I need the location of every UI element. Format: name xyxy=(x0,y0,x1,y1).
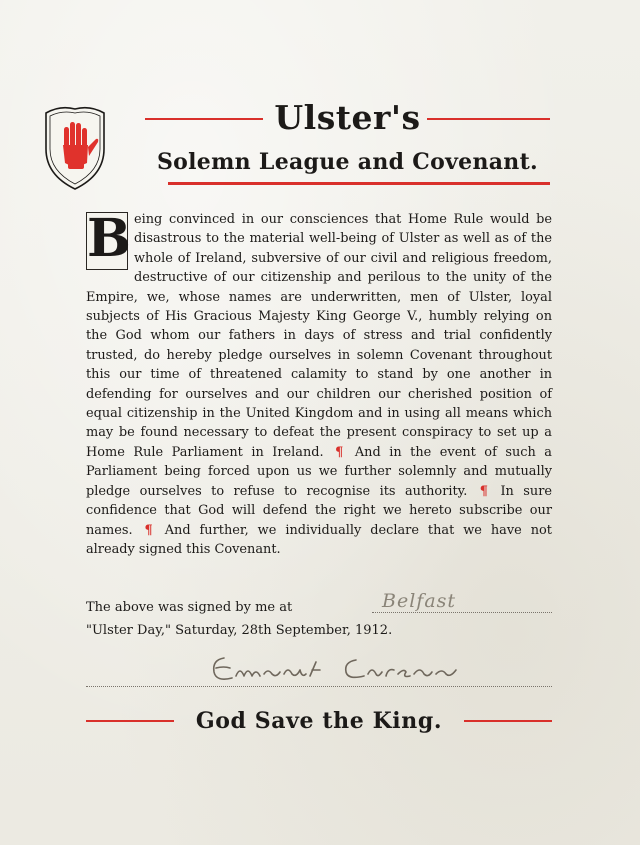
red-hand-shield-icon xyxy=(42,103,108,191)
god-save-the-king: God Save the King. xyxy=(195,708,443,734)
signature-rule xyxy=(86,686,552,688)
paragraph-1: eing convinced in our consciences that Home Rule would be disastrous to the material well-being of Ulster as well as of the whole of Ireland, subversive of our civil and religious freedom, destructive of our citizenship and perilous to the unity of the Empire, we, whose names are underwritten, men of Ulster, loyal subjects of His Gracious Majesty King George V., humbly relying on the God whom our fathers in days of stress and trial confidently trusted, do hereby pledge ourselves in solemn Covenant throughout this our time of threatened calamity to stand by one another in defending for ourselves and our children our cherished position of equal citizenship in the United Kingdom and in using all means which may be found necessary to defeat the present conspiracy to set up a Home Rule Parliament in Ireland. xyxy=(86,212,552,460)
footer xyxy=(86,703,552,739)
pilcrow-1: ¶ xyxy=(335,444,344,460)
paragraph-4: And further, we individually declare that we have not already signed this Covenant. xyxy=(86,522,552,557)
signature xyxy=(206,648,476,688)
pilcrow-3: ¶ xyxy=(144,522,153,538)
paragraph-2: And in the event of such a Parliament being forced upon us we further solemnly and mutually pledge ourselves to refuse to recognise its authority. xyxy=(86,444,552,499)
ulster-day-date: "Ulster Day," Saturday, 28th September, 1912. xyxy=(86,623,393,638)
paragraph-3: In sure confidence that God will defend the right we hereto subscribe our names. xyxy=(86,483,552,538)
covenant-text xyxy=(86,210,552,559)
subtitle-rule xyxy=(168,182,550,185)
signed-place: Belfast xyxy=(382,590,457,612)
title-row xyxy=(145,96,550,140)
pilcrow-2: ¶ xyxy=(479,483,488,499)
document-title: Ulster's xyxy=(274,98,421,137)
drop-cap: B xyxy=(87,208,131,269)
signed-at-label: The above was signed by me at xyxy=(86,600,293,615)
signed-place-rule xyxy=(372,612,552,614)
document-subtitle: Solemn League and Covenant. xyxy=(156,149,539,175)
